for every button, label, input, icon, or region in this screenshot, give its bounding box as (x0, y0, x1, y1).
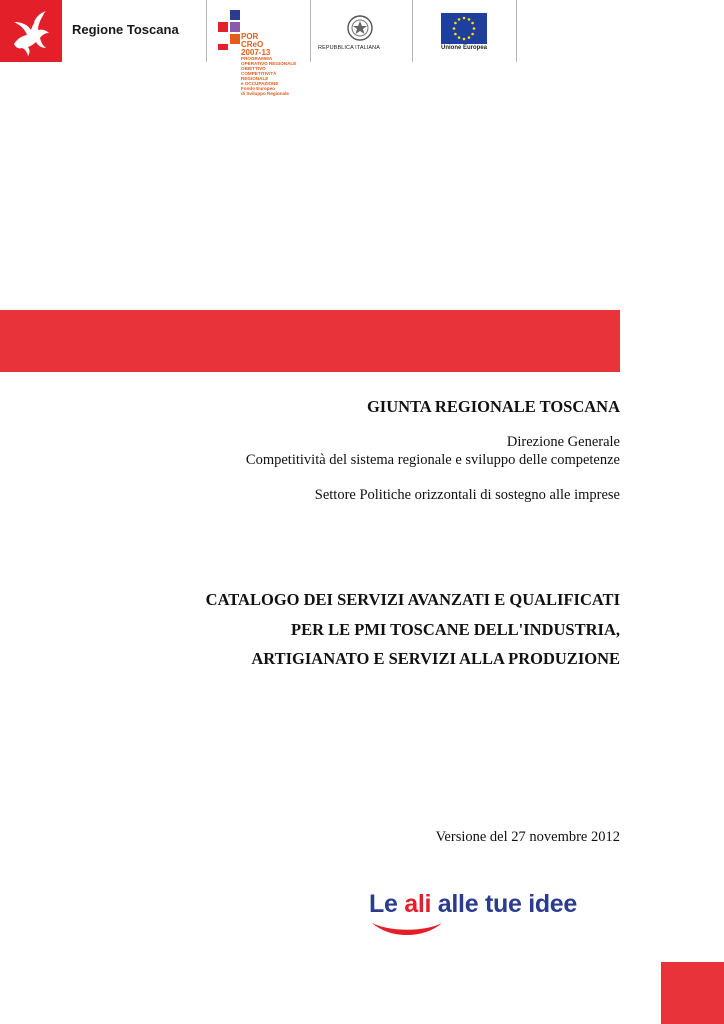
version-date: Versione del 27 novembre 2012 (435, 829, 620, 845)
logo-divider (206, 0, 207, 62)
slogan-part-ali: ali (404, 890, 432, 918)
direzione-line: Direzione Generale (506, 434, 620, 450)
por-subtitle: PROGRAMMA OPERATIVO REGIONALE OBIETTIVO COMPETITIVITÀ REGIONALE e OCCUPAZIONE Fondo Europeo di Sviluppo Regionale (241, 56, 297, 96)
slogan-part-le: Le (369, 890, 398, 918)
document-title-line-3: ARTIGIANATO E SERVIZI ALLA PRODUZIONE (251, 649, 620, 668)
logo-divider (412, 0, 413, 62)
document-title-line-2: PER LE PMI TOSCANE DELL'INDUSTRIA, (290, 620, 620, 639)
por-title: POR CReO 2007-13 (241, 32, 271, 57)
repubblica-emblem (345, 13, 375, 48)
emblem-icon (345, 13, 375, 43)
smile-swoosh (370, 920, 444, 943)
heading-giunta: GIUNTA REGIONALE TOSCANA (366, 397, 620, 416)
republic-label: REPUBBLICA ITALIANA (318, 45, 381, 51)
settore-line: Settore Politiche orizzontali di sostegno alle imprese (314, 487, 620, 503)
logo-divider (516, 0, 517, 62)
eu-stars-icon (441, 13, 487, 44)
competitivita-line: Competitività del sistema regionale e sviluppo delle competenze (245, 452, 620, 468)
slogan-part-rest: alle tue idee (437, 890, 578, 918)
corner-square (661, 962, 724, 1024)
slogan (369, 890, 577, 919)
eu-label: Unione Europea (441, 45, 488, 51)
pegasus-icon (0, 0, 62, 62)
smile-icon (370, 920, 444, 938)
eu-flag (441, 13, 487, 44)
document-title-line-1: CATALOGO DEI SERVIZI AVANZATI E QUALIFICATI (205, 590, 620, 609)
regione-toscana-logo (0, 0, 62, 62)
region-label: Regione Toscana (72, 22, 179, 37)
red-band (0, 310, 620, 372)
logo-divider (310, 0, 311, 62)
